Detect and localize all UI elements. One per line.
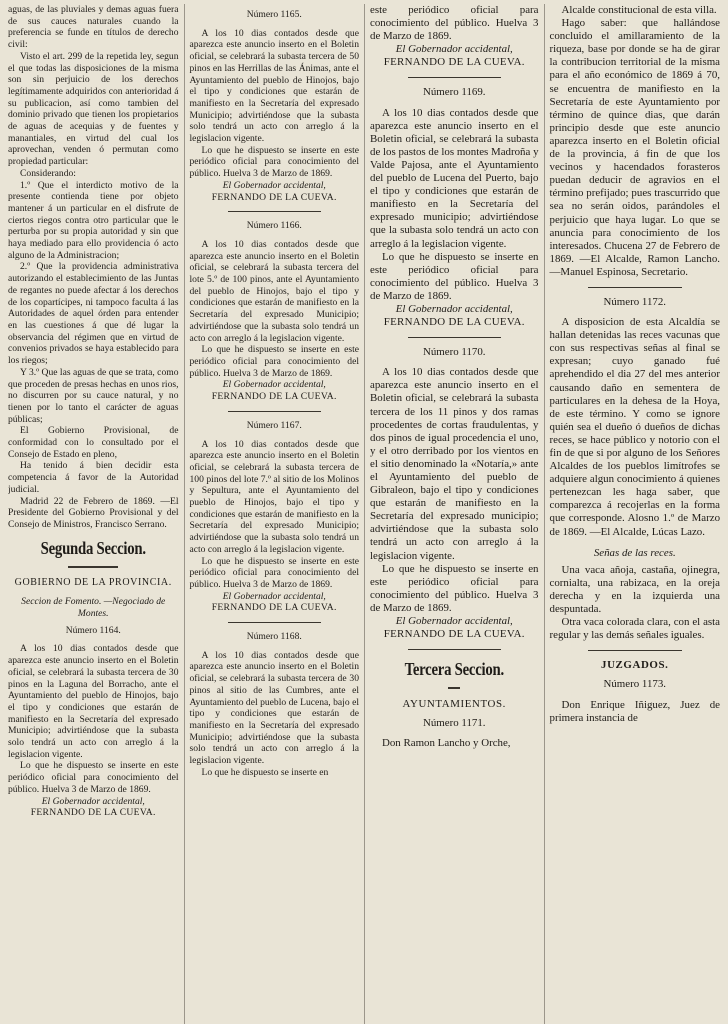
section-heading: Tercera Seccion. [404,659,504,680]
divider [408,649,501,650]
column-3 [364,4,544,1024]
paragraph: A los 10 dias contados desde que aparezca este anuncio inserto en el Boletin oficial, se celebrará la subasta tercera de 100 pinos del lote 7.º al sitio de los Molinos y Sepultura, ante el Ayuntamiento del pueblo de Hinojos, bajo el tipo y condiciones que estarán de manifiesto en la Secretaría del expresado Municipio; advirtiéndose que la subasta solo tendrá un acto con arreglo á la legislacion vigente. [189,438,359,555]
notice-number: Número 1168. [246,631,302,643]
signature-title: El Gobernador accidental, [395,615,513,628]
ornament-divider [8,562,179,571]
paragraph: Lo que he dispuesto se inserte en este periódico oficial para conocimiento del público. Huelva 3 de Marzo de 1869. [370,562,539,614]
signature-title: El Gobernador accidental, [41,795,145,807]
paragraph: Lo que he dispuesto se inserte en este periódico oficial para conocimiento del público. Huelva 3 de Marzo de 1869. [189,144,359,180]
divider [228,211,321,212]
paragraph: Y 3.º Que las aguas de que se trata, como que proceden de presas hechas en unos rios, no discurren por su cauce natural, y no tienen por lo tanto el carácter de aguas públicas; [8,366,179,425]
signature-title: El Gobernador accidental, [395,43,513,56]
signature-name: FERNANDO DE LA CUEVA. [211,602,337,614]
paragraph: Lo que he dispuesto se inserte en este periódico oficial para conocimiento del público. Huelva 3 de Marzo de 1869. [8,760,179,795]
signature-name: FERNANDO DE LA CUEVA. [383,316,525,329]
paragraph: Ha tenido á bien decidir esta competencia á favor de la Autoridad judicial. [8,460,179,495]
paragraph: Madrid 22 de Febrero de 1869. —El Presidente del Gobierno Provisional y del Consejo de Ministros, Francisco Serrano. [8,495,179,530]
paragraph: Don Ramon Lancho y Orche, [382,737,511,750]
paragraph: El Gobierno Provisional, de conformidad con lo consultado por el Consejo de Estado en pleno, [8,425,179,460]
signature-name: FERNANDO DE LA CUEVA. [383,56,525,69]
paragraph: A los 10 dias contados desde que aparezca este anuncio inserto en el Boletin oficial, se celebrará la subasta tercera de 50 pinos en las Herrillas de las Ánimas, ante el Ayuntamiento del pueblo de Hinojos, bajo el tipo y condiciones que estarán de manifiesto en la Secretaría del expresado Municipio; advirtiéndose que la subasta solo tendrá un acto con arreglo á la legislacion vigente. [189,27,359,145]
ornament-divider [370,683,539,692]
subsection-heading: AYUNTAMIENTOS. [402,698,506,711]
paragraph: 1.º Que el interdicto motivo de la presente contienda tiene por objeto mantener á un particular en el disfrute de ciertos riegos contra otro particular que le perturba por su propia autoridad y sin que haya mediado para ello providencia ó acto alguno de la Administracion; [8,179,179,261]
paragraph: A los 10 dias contados desde que aparezca este anuncio inserto en el Boletin oficial, se celebrará la subasta de los pastos de los montes Madroña y Valde Pajosa, ante el Ayuntamiento del pueblo de Lucena del Puerto, bajo el tipo y condiciones que estarán de manifiesto en la Secretaría del expresado municipio; advirtiéndose que la subasta solo tendrá un acto con arreglo á la legislacion vigente. [370,106,539,250]
signature-title: El Gobernador accidental, [222,590,326,602]
signature-name: FERNANDO DE LA CUEVA. [211,191,337,203]
divider [408,337,501,338]
column-1 [8,4,184,1024]
paragraph: Otra vaca colorada clara, con el asta regular y las demás señales iguales. [549,616,721,642]
paragraph: Considerando: [20,167,76,179]
department-heading: GOBIERNO DE LA PROVINCIA. [14,576,172,588]
notice-number: Número 1166. [246,220,302,232]
paragraph: Lo que he dispuesto se inserte en [201,766,329,778]
paragraph: Una vaca añoja, castaña, ojinegra, cornialta, una rabizaca, en la oreja derecha y en la izquierda una despuntada. [549,563,721,616]
notice-number: Número 1167. [246,419,302,431]
subsection-heading: Señas de las reces. [593,546,676,559]
column-4 [544,4,723,1024]
paragraph: Don Enrique Iñiguez, Juez de primera instancia de [549,698,721,724]
signature-title: El Gobernador accidental, [222,379,326,391]
paragraph: Lo que he dispuesto se inserte en este periódico oficial para conocimiento del público. Huelva 3 de Marzo de 1869. [189,344,359,379]
paragraph: A los 10 dias contados desde que aparezca este anuncio inserto en el Boletin oficial, se celebrará la subasta tercera del lote 5.º de 100 pinos, ante el Ayuntamiento del pueblo de Hinojos, bajo el tipo y condiciones que estarán de manifiesto en la Secretaría del expresado Municipio; advirtiéndose que la subasta solo tendrá un acto con arreglo á la legislacion vigente. [189,238,359,344]
paragraph: Lo que he dispuesto se inserte en este periódico oficial para conocimiento del público. Huelva 3 de Marzo de 1869. [370,250,539,302]
signature-title: El Gobernador accidental, [222,179,326,191]
paragraph: aguas, de las pluviales y demas aguas fuera de sus cauces naturales cuando la preferencia se funde en títulos de derecho civil: [8,4,179,51]
column-2 [184,4,365,1024]
paragraph: Hago saber: que hallándose concluido el amillaramiento de la riqueza, base por donde se ha de girar la contribucion territorial de la misma para el año económico de 1869 á 70, se encuentra de manifiesto en la Secretaría de este Ayuntamiento por término de quince dias, que darán principio desde que este anuncio aparezca inserto en el Boletin oficial de la provincia, á fin de que los vecinos y hacendados forasteros puedan deducir de agravios en el término prefijado; pues trascurrido que sea no serán oidos, parándoles el perjuicio que haya lugar. Lo que se anuncia para conocimiento de los interesados. Chucena 27 de Febrero de 1869. —El Alcalde, Ramon Lancho. —Manuel Espinosa, Secretario. [549,17,721,278]
paragraph: este periódico oficial para conocimiento del público. Huelva 3 de Marzo de 1869. [370,4,539,43]
notice-number: Número 1173. [603,678,667,691]
signature-name: FERNANDO DE LA CUEVA. [211,391,337,403]
notice-number: Número 1169. [423,86,486,99]
section-heading: Segunda Seccion. [40,537,146,558]
divider [228,411,321,412]
signature-title: El Gobernador accidental, [395,302,513,315]
notice-number: Número 1171. [423,717,486,730]
paragraph: Visto el art. 299 de la repetida ley, segun el que todas las disposiciones de la misma son sin perjuicio de los derechos legítimamente adquiridos con anterioridad á su publicacion, así como tambien del dominio privado que tienen los propietarios de aguas de acequias y de fuentes y manantiales, en virtud del cual los aprovechan, venden ó permutan como propiedad particular: [8,50,179,168]
signature-name: FERNANDO DE LA CUEVA. [30,807,156,819]
notice-number: Número 1170. [423,346,486,359]
divider [228,622,321,623]
notice-number: Número 1165. [246,9,302,20]
paragraph: A disposicion de esta Alcaldía se hallan detenidas las reces vacunas que con sus respectivas señas al final se expresan; cuyo ganado fué aprehendido el dia 27 del mes anterior causando daño en sementera de particulares en la dehesa de la Hoya, de este término. Y como se ignore quién sea el dueño ó dueños de dichas reces, se hace público y notorio con el fin de que si por alguno de los Señores Alcaldes de los pueblos limítrofes se adquiere algun conocimiento á quienes pertenezcan les haga saber, que comparezca á recojerlas en la forma que corresponde. Alosno 1.º de Marzo de 1869. —El Alcalde, Lúcas Lazo. [549,316,721,538]
divider [408,77,501,78]
paragraph: A los 10 dias contados desde que aparezca este anuncio inserto en el Boletin oficial, se celebrará la subasta tercera de 30 pinos en la Laguna del Borracho, ante el Ayuntamiento del pueblo de Hinojos, bajo el tipo y condiciones que estarán de manifiesto en la Secretaría del expresado Municipio; advirtiéndose que la subasta solo tendrá un acto con arreglo á la legislacion vigente. [8,643,179,760]
paragraph: 2.º Que la providencia administrativa autorizando el establecimiento de las Juntas de regantes no puede afectar á los derechos de los copartícipes, ni tampoco faculta á las Autoridades de aquel órden para entender en las cuestiones á que dé lugar la observancia del régimen que en virtud de convenios privados se haya establecido para los riegos; [8,261,179,367]
signature-name: FERNANDO DE LA CUEVA. [383,628,525,641]
notice-number: Número 1164. [65,624,121,636]
subsection-heading: Seccion de Fomento. —Negociado de Montes. [21,596,166,620]
paragraph: Lo que he dispuesto se inserte en este periódico oficial para conocimiento del público. Huelva 3 de Marzo de 1869. [189,555,359,590]
notice-number: Número 1172. [603,295,667,308]
paragraph: A los 10 dias contados desde que aparezca este anuncio inserto en el Boletin oficial, se celebrará la subasta tercera de 30 pinos al sitio de las Cumbres, ante el Ayuntamiento del pueblo de Lucena, bajo el tipo y condiciones que estarán de manifiesto en la Secretaría del expresado Municipio; advirtiéndose que la subasta solo tendrá un acto con arreglo á la legislacion vigente. [189,649,359,767]
divider [588,650,682,651]
divider [588,287,682,288]
paragraph: Alcalde constitucional de esta villa. [561,4,717,16]
paragraph: A los 10 dias contados desde que aparezca este anuncio inserto en el Boletin oficial, se celebrará la subasta tercera de los 11 pinos y dos ramas procedentes de cortas fraudulentas, y dos pinos de igual procedencia el uno, y el otro derribado por los vientos en el sitio denominado la «Notaría,» ante el Ayuntamiento del pueblo de Gibraleon, bajo el tipo y condiciones que estarán de manifiesto en la Secretaría del expresado municipio; advirtiéndose que la subasta solo tendrá un acto con arreglo á la legislacion vigente. [370,366,539,562]
section-heading: JUZGADOS. [601,659,669,672]
